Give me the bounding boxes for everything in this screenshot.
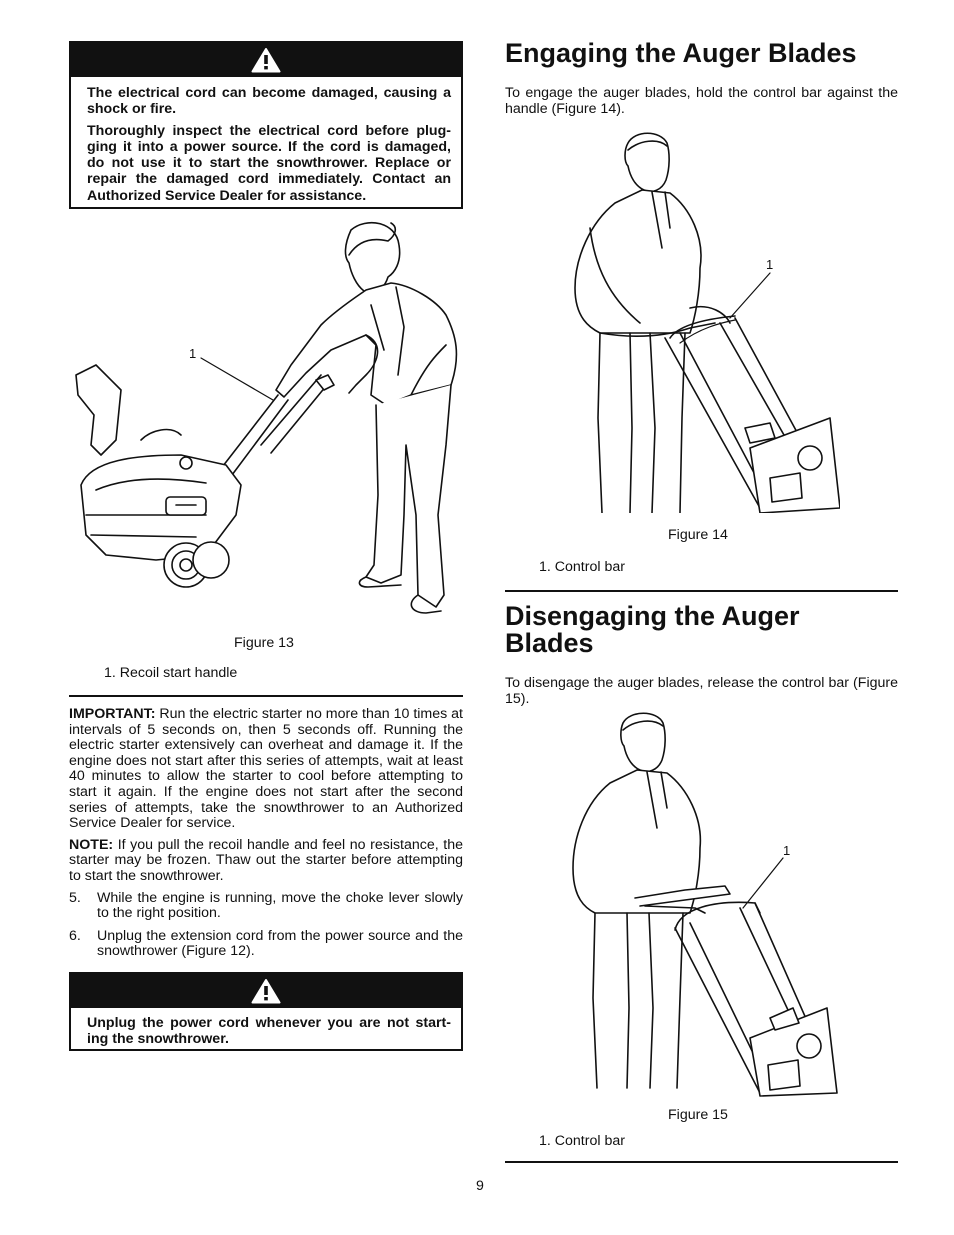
list-item-text: Unplug the extension cord from the power source and the snowthrower (Figure 12).	[97, 927, 463, 960]
list-item-number: 5.	[69, 889, 81, 906]
page-number: 9	[476, 1178, 484, 1194]
figure-15-legend: 1. Control bar	[539, 1133, 625, 1149]
warning-header	[71, 43, 461, 77]
warning-text-1: The electrical cord can become damaged, causing a shock or fire.	[87, 85, 451, 118]
instructions-text	[69, 707, 463, 967]
list-item	[69, 891, 463, 922]
warning-text-unplug: Unplug the power cord whenever you are not start-ing the snowthrower.	[87, 1015, 451, 1048]
important-text: Run the electric starter no more than 10 times at intervals of 5 seconds on, then 5 seconds off. Running the electric starter extensively can overheat and damage it. If the engine does not start after this series of attempts, wait at least 40 minutes to allow the starter to cool before attempting to start it again. If the engine does not start after the second series of attempts, take the snowthrower to an Authorized Service Dealer for service.	[69, 706, 463, 832]
note-text: If you pull the recoil handle and feel no resistance, the starter may be frozen. Thaw out the starter before attempting to start the snowthrower.	[69, 836, 463, 884]
list-item-number: 6.	[69, 927, 81, 944]
engaging-text: To engage the auger blades, hold the control bar against the handle (Figure 14).	[505, 85, 898, 117]
divider-right-top	[505, 590, 898, 592]
figure-13-callout: 1	[189, 346, 197, 361]
figure-14-illustration	[570, 128, 840, 513]
figure-15-caption: Figure 15	[668, 1107, 728, 1123]
warning-triangle-icon	[251, 47, 281, 73]
warning-triangle-icon	[251, 978, 281, 1004]
important-paragraph	[69, 707, 463, 832]
note-paragraph	[69, 838, 463, 885]
note-label: NOTE:	[69, 836, 114, 853]
important-label: IMPORTANT:	[69, 706, 156, 722]
figure-13-legend: 1. Recoil start handle	[104, 665, 238, 681]
figure-15-callout: 1	[783, 843, 791, 858]
disengaging-title-line-2: Blades	[505, 628, 594, 658]
divider-left	[69, 695, 463, 697]
figure-14-caption: Figure 14	[668, 527, 728, 543]
disengaging-text: To disengage the auger blades, release the control bar (Figure 15).	[505, 675, 898, 707]
warning-box-cord	[69, 41, 463, 209]
figure-13-caption: Figure 13	[234, 635, 294, 651]
figure-14-callout: 1	[766, 257, 774, 272]
section-title-disengaging	[505, 603, 905, 657]
divider-right-bottom	[505, 1161, 898, 1163]
list-item	[69, 929, 463, 960]
warning-text-2: Thoroughly inspect the electrical cord before plug-ging it into a power source. If the cord is damaged, do not use it to start the snowthrower. Replace or repair the damaged cord immediately. Contact an Authorized Service Dealer for assistance.	[87, 122, 451, 204]
disengaging-title-line-1: Disengaging the Auger	[505, 601, 800, 631]
warning-box-unplug	[69, 972, 463, 1051]
figure-13-illustration	[66, 215, 466, 625]
list-item-text: While the engine is running, move the choke lever slowly to the right position.	[97, 889, 463, 922]
figure-14-legend: 1. Control bar	[539, 559, 625, 575]
warning-header	[71, 974, 461, 1008]
figure-15-illustration	[565, 708, 840, 1098]
section-title-engaging: Engaging the Auger Blades	[505, 38, 857, 68]
